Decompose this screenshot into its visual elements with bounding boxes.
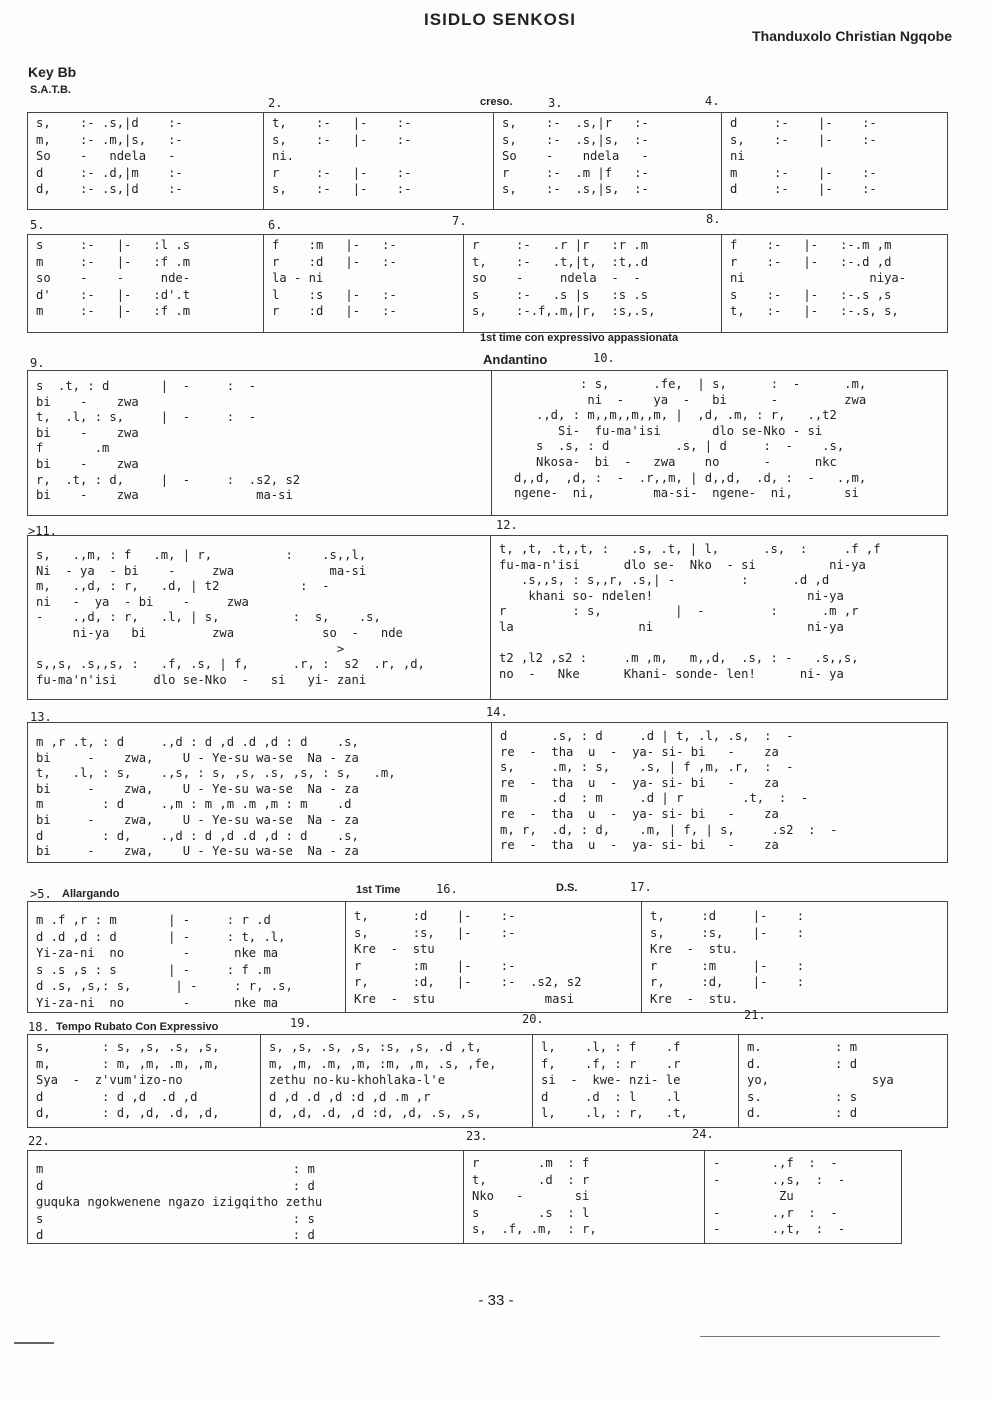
- music-system: [27, 1150, 902, 1244]
- measure-number: 2.: [268, 96, 283, 110]
- measure-number: 18.: [28, 1020, 50, 1034]
- notation-block: t, :d |- :- s, :s, |- :- Kre - stu r :m |- :- r, :d, |- :- .s2, s2 Kre - stu masi: [354, 909, 582, 1006]
- notation-block: s, .,m, : f .m, | r, : .s,,l, Ni - ya - bi - zwa ma-si m, .,d, : r, .d, | t2 : - ni - ya - bi - zwa - .,d, : r, .l, | s, : s, .s, ni-ya bi zwa so - nde > s,,s, .s,,s, : .f, .s, | f, .r, : s2 .r, ,d, fu-ma'n'isi dlo se-Nko - si yi- zani: [36, 548, 425, 687]
- notation-block: t, :d |- : s, :s, |- : Kre - stu. r :m |- : r, :d, |- : Kre - stu.: [650, 909, 805, 1006]
- notation-block: m : m d : d guquka ngokwenene ngazo izigqitho zethu s : s d : d: [36, 1162, 323, 1243]
- measure-number: 4.: [705, 94, 720, 108]
- music-system: [27, 722, 948, 863]
- tempo-marking: Allargando: [62, 888, 120, 900]
- notation-block: r .m : f t, .d : r Nko - si s .s : l s, .f, .m, : r,: [472, 1156, 597, 1237]
- notation-block: l, .l, : f .f f, .f, : r .r si - kwe- nzi- le d .d : l .l l, .l, : r, .t,: [541, 1040, 688, 1121]
- measure-number: 16.: [436, 882, 458, 896]
- measure-number: 9.: [30, 356, 45, 370]
- music-system: [27, 901, 948, 1013]
- notation-block: r :- .r |r :r .m t, :- .t,|t, :t,.d so - ndela - - s :- .s |s :s .s s, :-.f,.m,|r, :s,.s,: [472, 238, 656, 319]
- notation-block: m ,r .t, : d .,d : d ,d .d ,d : d .s, bi - zwa, U - Ye-su wa-se Na - za t, .l, : s, .,s, : s, ,s, .s, ,s, : s, .m, bi - zwa, U - Ye-su wa-se Na - za m : d .,m : m ,m .m ,m : m .d bi - zwa, U - Ye-su wa-se Na - za d : d, .,d : d ,d .d ,d : d .s, bi - zwa, U - Ye-su wa-se Na - za: [36, 735, 396, 859]
- composer-name: Thanduxolo Christian Ngqobe: [752, 28, 952, 44]
- notation-block: s .t, : d | - : - bi - zwa t, .l, : s, | - : - bi - zwa f .m bi - zwa r, .t, : d, | - : .s2, s2 bi - zwa ma-si: [36, 379, 301, 503]
- music-system: [27, 112, 948, 210]
- measure-number: 24.: [692, 1127, 714, 1141]
- tempo-marking: Tempo Rubato Con Expressivo: [56, 1021, 219, 1033]
- repeat-marking: 1st Time: [356, 884, 401, 896]
- music-system: [27, 234, 948, 333]
- measure-number: 13.: [30, 710, 52, 724]
- measure-number: 12.: [496, 518, 518, 532]
- page-title: ISIDLO SENKOSI: [424, 10, 576, 29]
- dal-segno-marking: D.S.: [556, 882, 578, 894]
- notation-block: t, :- |- :- s, :- |- :- ni. r :- |- :- s, :- |- :-: [272, 116, 412, 197]
- tempo-marking: Andantino: [483, 352, 548, 367]
- measure-number: 20.: [522, 1012, 544, 1026]
- notation-block: m. : m d. : d yo, sya s. : s d. : d: [747, 1040, 894, 1121]
- footer-rule: [700, 1336, 940, 1337]
- notation-block: s, :- .s,|d :- m, :- .m,|s, :- So - ndela - d :- .d,|m :- d, :- .s,|d :-: [36, 116, 183, 197]
- notation-block: f :m |- :- r :d |- :- la - ni l :s |- :- r :d |- :-: [272, 238, 397, 319]
- notation-block: s :- |- :l .s m :- |- :f .m so - - nde- d' :- |- :d'.t m :- |- :f .m: [36, 238, 191, 319]
- notation-block: t, ,t, .t,,t, : .s, .t, | l, .s, : .f ,f fu-ma-n'isi dlo se- Nko - si ni-ya .s,,s, : s,,r, .s,| - : .d ,d khani so- ndelen! ni-ya r : s, | - : .m ,r la ni ni-ya t2 ,l2 ,s2 : .m ,m, m,,d, .s, : - .s,,s, no - Nke Khani- sonde- len! ni- ya: [499, 542, 881, 681]
- music-system: [27, 1034, 948, 1128]
- notation-block: : s, .fe, | s, : - .m, ni - ya - bi - zwa .,d, : m,,m,,m,,m, | ,d, .m, : r, .,t2 Si- fu-ma'isi dlo se-Nko - si s .s, : d .s, | d : - .s, Nkosa- bi - zwa no - nkc d,,d, ,d, : - .r,,m, | d,,d, .d, : - .,m, ngene- ni, ma-si- ngene- ni, si: [514, 377, 867, 501]
- notation-block: d .s, : d .d | t, .l, .s, : - re - tha u - ya- si- bi - za s, .m, : s, .s, | f ,m, .r, : - re - tha u - ya- si- bi - za m .d : m .d | r .t, : - re - tha u - ya- si- bi - za m, r, .d, : d, .m, | f, | s, .s2 : - re - tha u - ya- si- bi - za: [500, 729, 838, 853]
- measure-number: 5.: [30, 218, 45, 232]
- notation-block: s, ,s, .s, ,s, :s, ,s, .d ,t, m, ,m, .m, ,m, :m, ,m, .s, ,fe, zethu no-ku-khohlaka-l'e d ,d .d ,d :d ,d .m ,r d, ,d, .d, ,d :d, ,d, .s, ,s,: [269, 1040, 497, 1121]
- notation-block: s, : s, ,s, .s, ,s, m, : m, ,m, .m, ,m, Sya - z'vum'izo-no d : d ,d .d ,d d, : d, ,d, .d, ,d,: [36, 1040, 220, 1121]
- notation-block: f :- |- :-.m ,m r :- |- :-.d ,d ni niya- s :- |- :-.s ,s t, :- |- :-.s, s,: [730, 238, 907, 319]
- music-system: [27, 535, 948, 700]
- measure-number: 22.: [28, 1134, 50, 1148]
- measure-number: >11.: [28, 524, 57, 538]
- measure-number: 3.: [548, 96, 563, 110]
- measure-number: 23.: [466, 1129, 488, 1143]
- dynamic-marking: creso.: [480, 96, 513, 108]
- measure-number: 7.: [452, 214, 467, 228]
- page-number: - 33 -: [478, 1292, 514, 1309]
- notation-block: d :- |- :- s, :- |- :- ni m :- |- :- d :- |- :-: [730, 116, 877, 197]
- notation-block: s, :- .s,|r :- s, :- .s,|s, :- So - ndela - r :- .m |f :- s, :- .s,|s, :-: [502, 116, 649, 197]
- tempo-marking: 1st time con expressivo appassionata: [480, 332, 679, 344]
- measure-number: 19.: [290, 1016, 312, 1030]
- measure-number: 17.: [630, 880, 652, 894]
- notation-block: - .,f : - - .,s, : - Zu - .,r : - - .,t, : -: [713, 1156, 846, 1237]
- measure-number: 21.: [744, 1008, 766, 1022]
- measure-number: 6.: [268, 218, 283, 232]
- notation-block: m .f ,r : m | - : r .d d .d ,d : d | - : t, .l, Yi-za-ni no - nke ma s .s ,s : s | - : f .m d .s, ,s,: s, | - : r, .s, Yi-za-ni no - nke ma: [36, 913, 293, 1010]
- music-system: [27, 370, 948, 516]
- footer-rule: [14, 1342, 54, 1344]
- measure-number: >5.: [30, 887, 52, 901]
- voice-parts-label: S.A.T.B.: [30, 84, 71, 96]
- measure-number: 8.: [706, 212, 721, 226]
- measure-number: 10.: [593, 351, 615, 365]
- measure-number: 14.: [486, 705, 508, 719]
- key-signature: Key Bb: [28, 64, 77, 80]
